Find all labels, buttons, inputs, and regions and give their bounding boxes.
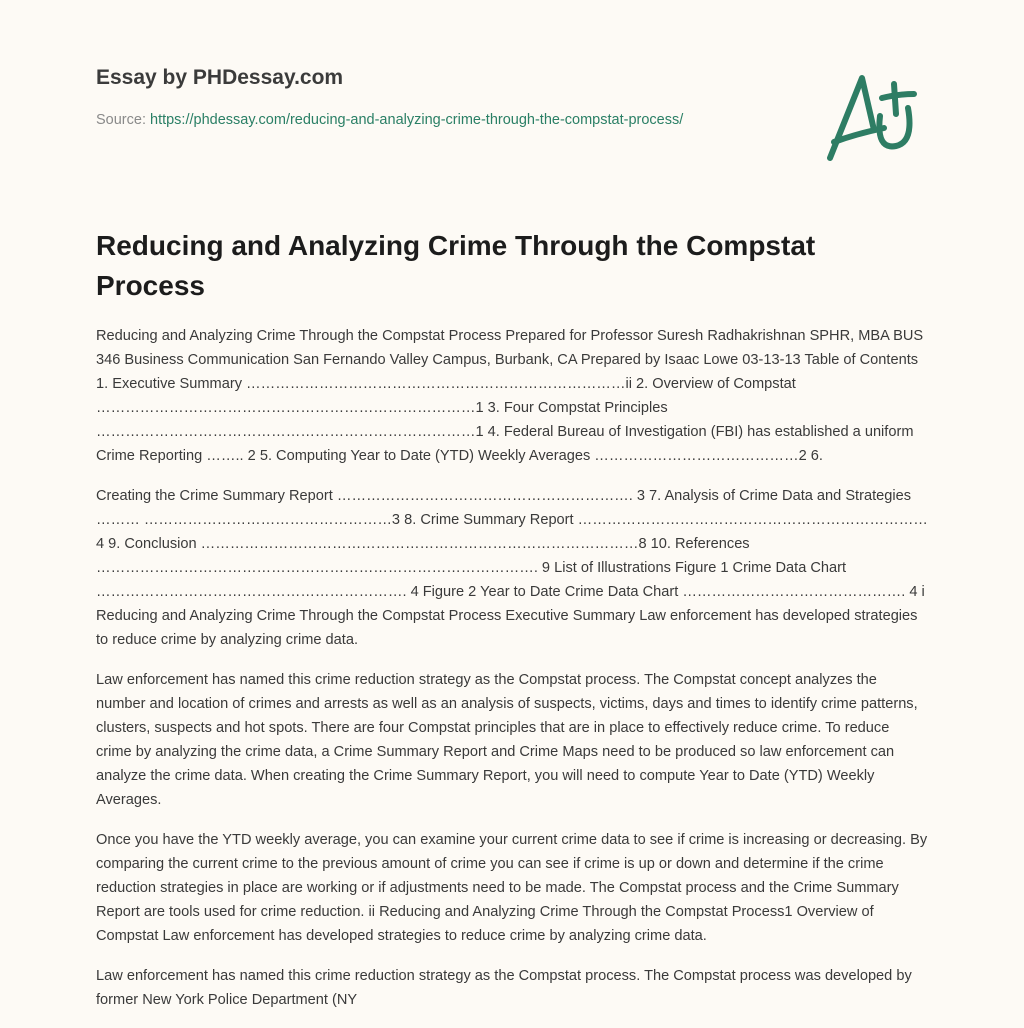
article-body (96, 324, 928, 1028)
paragraph: Once you have the YTD weekly average, you can examine your current crime data to see if crime is increasing or decreasing. By comparing the current crime to the previous amount of crime you can see if crime is up or down and determine if the crime reduction strategies in place are working or if adjustments need to be made. The Compstat process and the Crime Summary Report are tools used for crime reduction. ii Reducing and Analyzing Crime Through the Compstat Process1 Overview of Compstat Law enforcement has developed strategies to reduce crime by analyzing crime data. (96, 832, 928, 944)
paragraph: Reducing and Analyzing Crime Through the Compstat Process Prepared for Professor Suresh Radhakrishnan SPHR, MBA BUS 346 Business Communication San Fernando Valley Campus, Burbank, CA Prepared by Isaac Lowe 03-13-13 Table of Contents 1. Executive Summary ……………………………………………………………………ii 2. Overview of Compstat ……………………………………………………………………1 3. Four Compstat Principles ……………………………………………………………………1 4. Federal Bureau of Investigation (FBI) has established a uniform Crime Reporting …….. 2 5. Computing Year to Date (YTD) Weekly Averages ……………………………………2 6. (96, 328, 924, 464)
source-link[interactable]: https://phdessay.com/reducing-and-analyzing-crime-through-the-compstat-process/ (150, 112, 684, 128)
source-line (96, 108, 776, 132)
a-plus-grade-icon (822, 66, 932, 166)
article-title: Reducing and Analyzing Crime Through the Compstat Process (96, 230, 816, 301)
paragraph: Creating the Crime Summary Report ……………………………………………………. 3 7. Analysis of Crime Data and Strategies ……… ……………………………………………3 8. Crime Summary Report ………………………………………………………………4 9. Conclusion ………………………………………………………………………………8 10. References ………………………………………………………………………………. 9 List of Illustrations Figure 1 Crime Data Chart ………………………………………………………. 4 Figure 2 Year to Date Crime Data Chart ………………………………………. 4 i Reducing and Analyzing Crime Through the Compstat Process Executive Summary Law enforcement has developed strategies to reduce crime by analyzing crime data. (96, 488, 928, 648)
page-header (96, 64, 776, 132)
paragraph: Law enforcement has named this crime reduction strategy as the Compstat process. The Compstat concept analyzes the number and location of crimes and arrests as well as an analysis of suspects, victims, days and times to identify crime patterns, clusters, suspects and hot spots. There are four Compstat principles that are in place to effectively reduce crime. To reduce crime by analyzing the crime data, a Crime Summary Report and Crime Maps need to be produced so law enforcement can analyze the crime data. When creating the Crime Summary Report, you will need to compute Year to Date (YTD) Weekly Averages. (96, 672, 918, 808)
paragraph: Law enforcement has named this crime reduction strategy as the Compstat process. The Compstat process was developed by former New York Police Department (NY (96, 968, 912, 1008)
site-title: Essay by PHDessay.com (96, 66, 344, 89)
source-label: Source: (96, 112, 150, 128)
